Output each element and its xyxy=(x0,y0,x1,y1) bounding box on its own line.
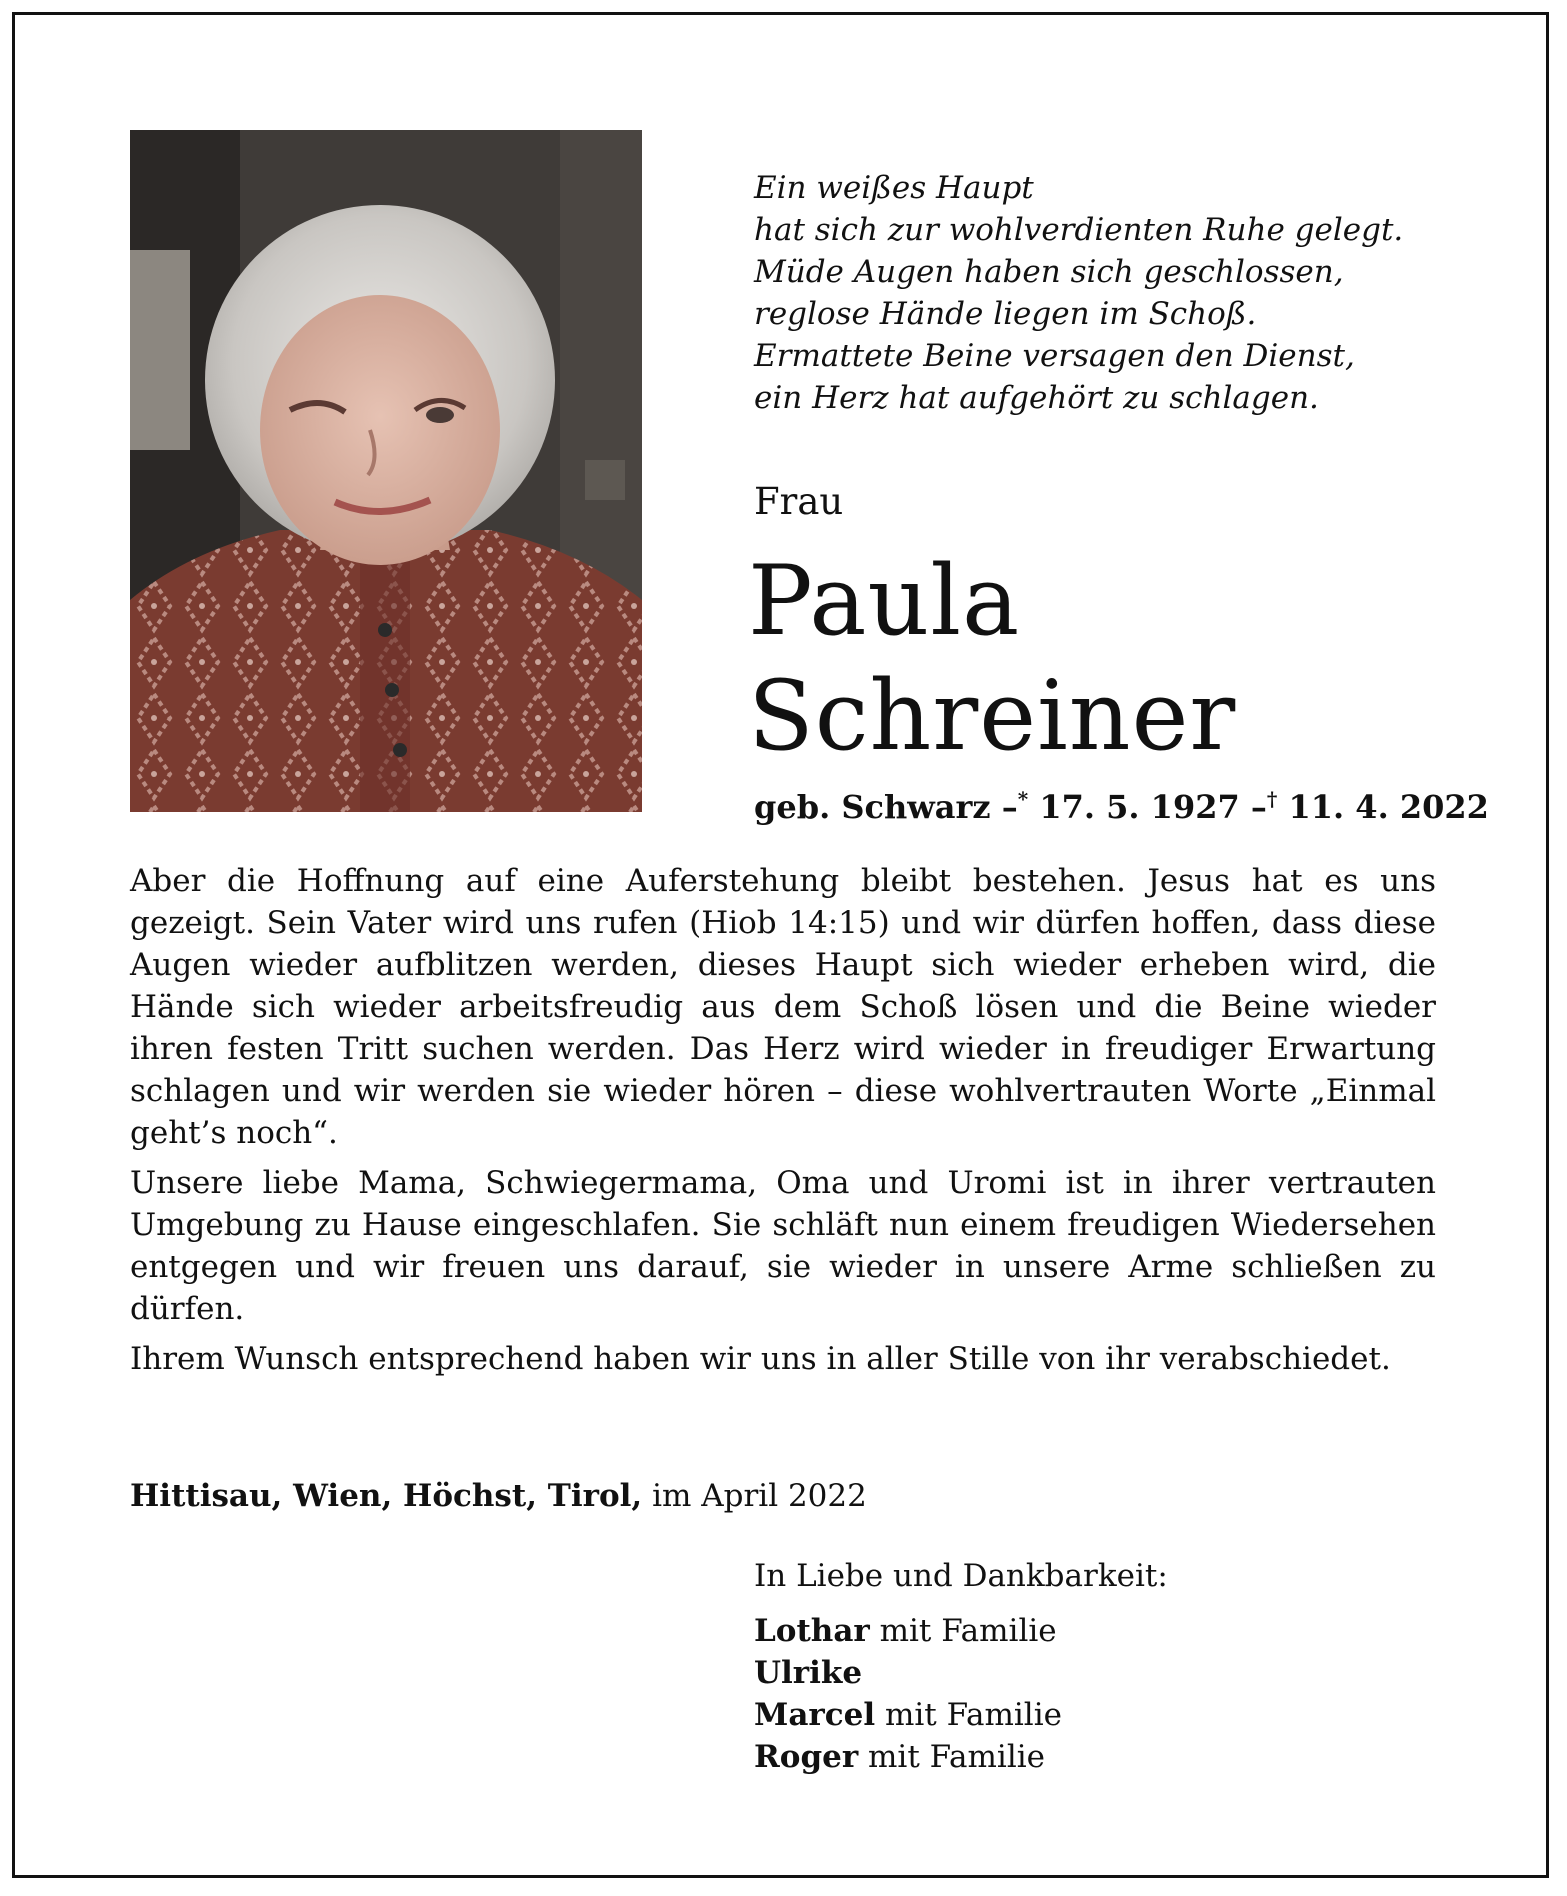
life-dates xyxy=(754,777,1489,829)
poem-line: Müde Augen haben sich geschlossen, xyxy=(754,254,1344,290)
poem-line: hat sich zur wohlverdienten Ruhe gelegt. xyxy=(754,212,1404,248)
body-paragraph: Aber die Hoffnung auf eine Auferstehung bleibt bestehen. Jesus hat es uns gezeigt. Sein Vater wird uns rufen (Hiob 14:15) und wir dürfen hoffen, dass diese Augen wieder aufblitzen werden, dieses Haupt sich wieder erheben wird, die Hände sich wieder arbeitsfreudig aus dem Schoß lösen und die Beine wieder ihren festen Tritt suchen werden. Das Herz wird wieder in freudiger Erwartung schlagen und wir werden sie wieder hören – diese wohlvertrauten Worte „Einmal geht’s noch“. xyxy=(130,863,1436,1151)
family-member-name: Ulrike xyxy=(754,1655,863,1691)
memorial-poem xyxy=(754,167,1474,419)
first-name: Paula xyxy=(748,545,1021,657)
body-paragraph: Unsere liebe Mama, Schwiegermama, Oma und Uromi ist in ihrer vertrauten Umgebung zu Hause eingeschlafen. Sie schläft nun einem freudigen Wiedersehen entgegen und wir freuen uns darauf, sie wieder in unsere Arme schließen zu dürfen. xyxy=(130,1165,1436,1327)
family-member xyxy=(754,1652,1062,1694)
death-date: 11. 4. 2022 xyxy=(1288,788,1489,826)
body-paragraph: Ihrem Wunsch entsprechend haben wir uns in aller Stille von ihr verabschiedet. xyxy=(130,1341,1391,1377)
family-member-name: Lothar xyxy=(754,1613,870,1649)
place-locations: Hittisau, Wien, Höchst, Tirol, xyxy=(130,1478,643,1514)
last-name: Schreiner xyxy=(748,660,1237,772)
poem-line: Ein weißes Haupt xyxy=(754,170,1034,206)
birth-date: 17. 5. 1927 – xyxy=(1039,788,1267,826)
family-member-suffix: mit Familie xyxy=(868,1739,1046,1775)
obituary-text xyxy=(130,860,1436,1388)
signoff-text: In Liebe und Dankbarkeit: xyxy=(754,1558,1168,1594)
family-member-name: Marcel xyxy=(754,1697,876,1733)
family-member xyxy=(754,1736,1062,1778)
poem-line: ein Herz hat aufgehört zu schlagen. xyxy=(754,380,1319,416)
birth-symbol: * xyxy=(1017,787,1029,811)
place-date: im April 2022 xyxy=(652,1478,867,1514)
poem-line: reglose Hände liegen im Schoß. xyxy=(754,296,1257,332)
family-member-name: Roger xyxy=(754,1739,859,1775)
family-list xyxy=(754,1610,1062,1778)
family-member xyxy=(754,1694,1062,1736)
family-member-suffix: mit Familie xyxy=(884,1697,1062,1733)
portrait-illustration xyxy=(130,130,642,812)
maiden-name: geb. Schwarz – xyxy=(754,788,1018,826)
death-symbol: † xyxy=(1266,787,1278,811)
family-member-suffix: mit Familie xyxy=(879,1613,1057,1649)
family-member xyxy=(754,1610,1062,1652)
place-and-date xyxy=(130,1475,867,1517)
portrait-photo xyxy=(130,130,642,812)
poem-line: Ermattete Beine versagen den Dienst, xyxy=(754,338,1355,374)
honorific: Frau xyxy=(754,480,844,523)
